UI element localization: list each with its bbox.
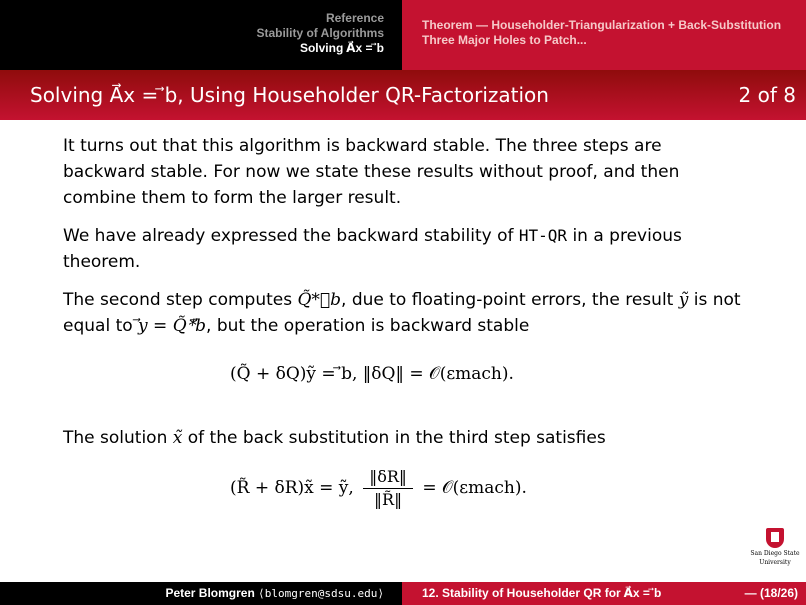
fraction-denominator: ‖R̃‖ <box>374 490 403 509</box>
text: The solution <box>63 428 173 448</box>
footer-page-counter: — (18/26) <box>744 586 798 600</box>
subsection-nav <box>402 0 806 70</box>
paragraph-back-substitution <box>63 425 743 451</box>
slide-page-counter: 2 of 8 <box>738 83 796 107</box>
logo-line2: University <box>759 559 791 566</box>
author-email: ⟨blomgren@sdsu.edu⟩ <box>258 587 384 600</box>
math-ytilde: ỹ <box>678 290 689 310</box>
fraction-numerator: ‖δR‖ <box>363 466 413 489</box>
slide-content-lower <box>63 425 743 463</box>
paragraph-second-step <box>63 287 743 339</box>
footer-lecture <box>402 582 806 605</box>
lecture-title[interactable]: 12. Stability of Householder QR for A⃗x = ⃗b <box>422 586 662 600</box>
footer-author <box>0 582 402 605</box>
equation-backsub-stability <box>230 466 527 511</box>
math-y-eq: ⃗y = Q̃*⃗b <box>138 316 207 336</box>
footer-bar <box>0 582 806 605</box>
nav-item-solving[interactable]: Solving A⃗x = ⃗b <box>299 41 384 55</box>
fraction <box>363 466 413 511</box>
slide-content <box>63 133 743 351</box>
nav-item-theorem[interactable]: Theorem — Householder-Triangularization + Back-Substitution <box>422 18 782 32</box>
university-logo <box>750 528 800 568</box>
logo-line1: San Diego State <box>750 550 800 557</box>
nav-item-stability[interactable]: Stability of Algorithms <box>256 26 384 40</box>
author-name[interactable] <box>165 586 384 600</box>
slide-title: Solving A⃗x = ⃗b, Using Householder QR-Factorization <box>30 83 549 107</box>
equation-rhs: = 𝒪(εmach). <box>422 478 527 498</box>
header-bar <box>0 0 806 70</box>
text: The second step computes <box>63 290 298 310</box>
nav-item-reference[interactable]: Reference <box>325 11 384 25</box>
text: in a previous theorem. <box>63 226 682 272</box>
nav-item-holes[interactable]: Three Major Holes to Patch... <box>422 33 587 47</box>
text: , but the operation is backward stable <box>206 316 530 336</box>
math-qstar-b: Q̃*⃗b <box>297 290 342 310</box>
title-bar <box>0 70 806 120</box>
equation-qr-stability: (Q̃ + δQ)ỹ = ⃗b, ‖δQ‖ = 𝒪(εmach). <box>230 364 514 384</box>
paragraph-intro: It turns out that this algorithm is backward stable. The three steps are backward stable. For now we state these results without proof, and then combine them to form the larger result. <box>63 136 680 208</box>
text: , due to floating-point errors, the result <box>341 290 679 310</box>
sdsu-shield-icon <box>766 528 784 548</box>
math-xtilde: x̃ <box>172 428 183 448</box>
text: is not equal to <box>63 290 741 336</box>
text: We have already expressed the backward stability of <box>63 226 519 246</box>
paragraph-htqr <box>63 223 743 275</box>
code-htqr: HT-QR <box>518 226 568 245</box>
text: of the back substitution in the third step satisfies <box>182 428 606 448</box>
section-nav <box>0 0 402 70</box>
equation-lhs: (R̃ + δR)x̃ = ỹ, <box>230 478 354 498</box>
author-name-text: Peter Blomgren <box>165 586 255 600</box>
